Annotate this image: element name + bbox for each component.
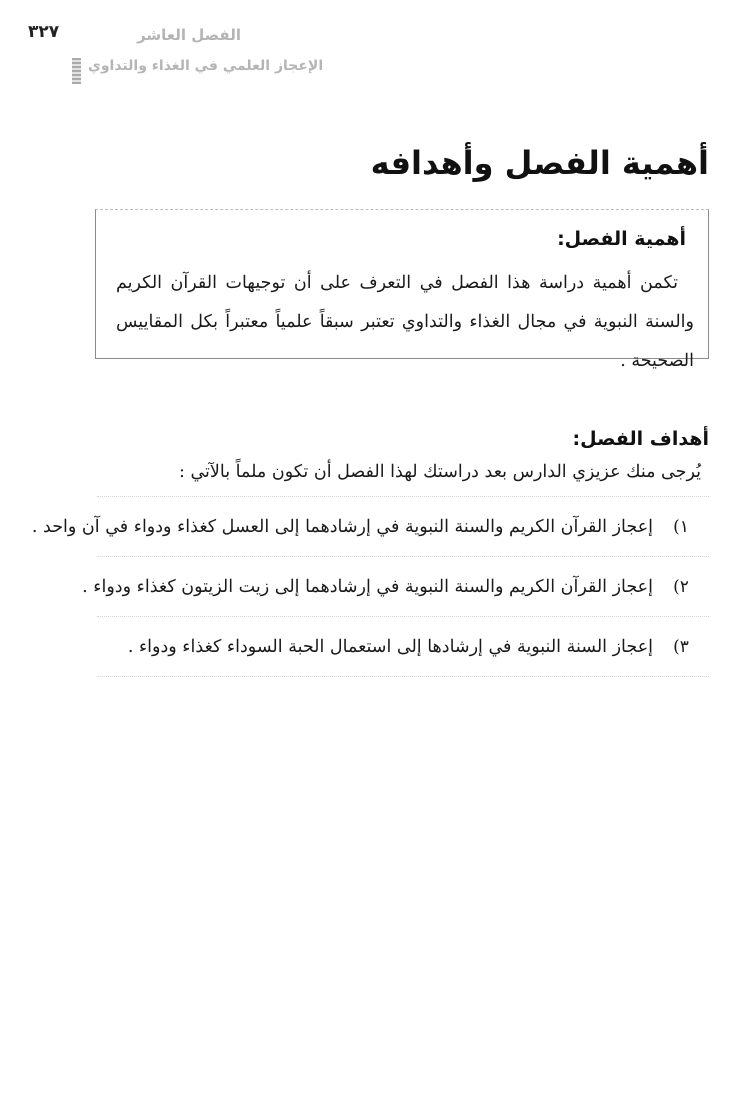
section-title: أهمية الفصل وأهدافه	[370, 144, 709, 182]
list-item	[82, 557, 709, 617]
list-item	[97, 617, 709, 677]
item-text: إعجاز السنة النبوية في إرشادها إلى استعمال الحبة السوداء كغذاء ودواء .	[127, 636, 653, 657]
item-text: إعجاز القرآن الكريم والسنة النبوية في إرشادهما إلى العسل كغذاء ودواء في آن واحد .	[31, 516, 653, 537]
running-header	[28, 22, 719, 82]
importance-heading: أهمية الفصل:	[557, 228, 686, 250]
item-number: ٣)	[673, 636, 689, 657]
running-title: الإعجاز العلمي في الغذاء والتداوي	[88, 58, 324, 74]
page-number: ٣٢٧	[28, 22, 60, 42]
list-item	[31, 497, 709, 557]
chapter-label: الفصل العاشر	[137, 26, 241, 44]
header-ornament-icon	[72, 58, 81, 84]
item-number: ٢)	[673, 576, 689, 597]
item-text: إعجاز القرآن الكريم والسنة النبوية في إرشادهما إلى زيت الزيتون كغذاء ودواء .	[82, 576, 653, 597]
objectives-list	[31, 496, 709, 677]
objectives-section	[31, 428, 709, 677]
objectives-intro: يُرجى منك عزيزي الدارس بعد دراستك لهذا الفصل أن تكون ملماً بالآتي :	[179, 462, 701, 482]
objectives-heading: أهداف الفصل:	[572, 428, 709, 450]
importance-box	[95, 209, 709, 371]
item-number: ١)	[673, 516, 689, 537]
importance-text: تكمن أهمية دراسة هذا الفصل في التعرف على أن توجيهات القرآن الكريم والسنة النبوية في مجال الغذاء والتداوي تعتبر سبقاً علمياً معتبراً بكل المقاييس الصحيحة .	[116, 273, 694, 371]
